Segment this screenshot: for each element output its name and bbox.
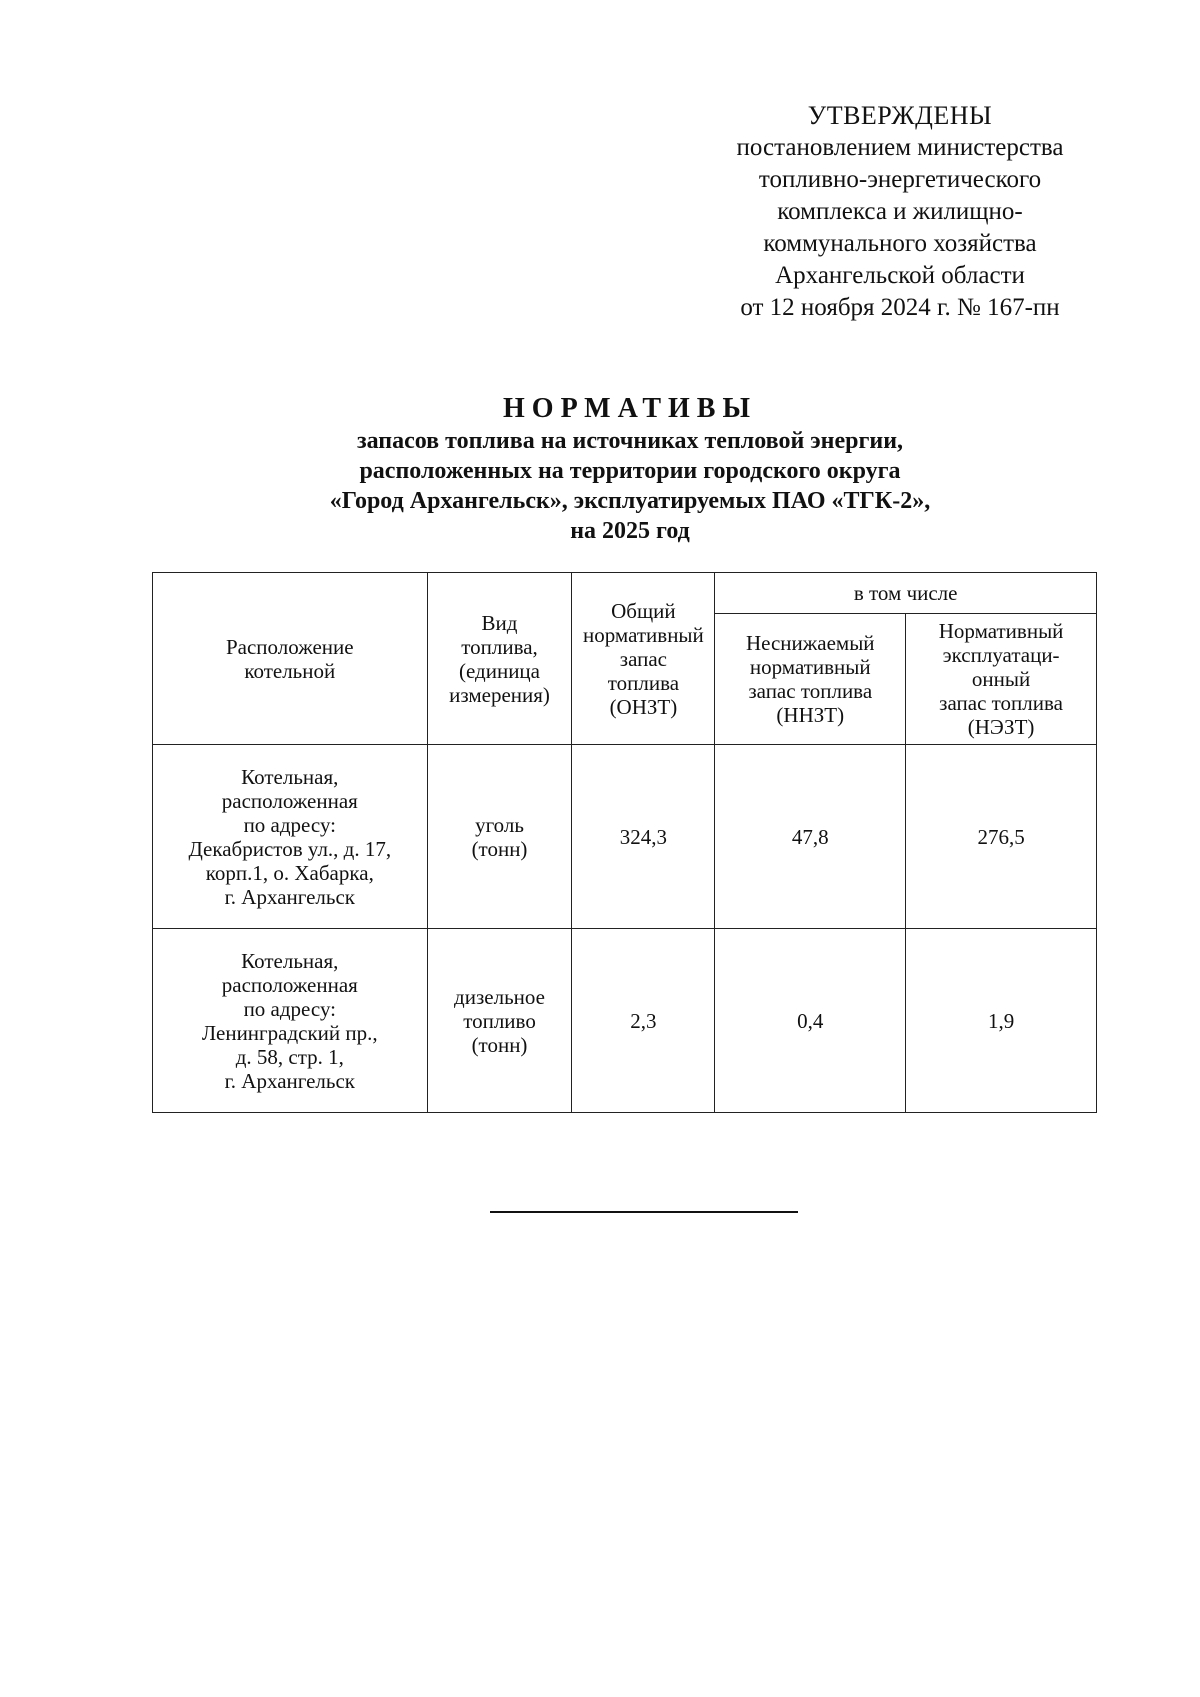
header-total-line: (ОНЗТ) bbox=[609, 694, 678, 719]
cell-nezt: 1,9 bbox=[906, 929, 1097, 1113]
location-line: по адресу: bbox=[243, 996, 337, 1021]
location-line: Котельная, bbox=[241, 764, 339, 789]
header-location-line: Расположение bbox=[225, 634, 354, 659]
cell-location bbox=[153, 745, 428, 929]
approval-line: комплекса и жилищно- bbox=[777, 198, 1023, 225]
document-title: НОРМАТИВЫ bbox=[503, 393, 757, 424]
closing-divider-line bbox=[490, 1211, 798, 1213]
header-group-including: в том числе bbox=[715, 573, 1097, 614]
cell-total-reserve: 2,3 bbox=[572, 929, 715, 1113]
header-total-line: топлива bbox=[607, 670, 680, 695]
approval-stamp bbox=[700, 100, 1100, 324]
header-fuel-line: (единица bbox=[459, 658, 540, 683]
header-nezt-line: Нормативный bbox=[938, 619, 1064, 643]
document-subtitle-line: «Город Архангельск», эксплуатируемых ПАО «ТГК-2», bbox=[329, 488, 931, 514]
header-total-reserve bbox=[572, 573, 715, 745]
fuel-line: (тонн) bbox=[471, 836, 528, 861]
location-line: корп.1, о. Хабарка, bbox=[205, 860, 374, 885]
document-subtitle-line: на 2025 год bbox=[570, 518, 690, 544]
cell-nnzt: 47,8 bbox=[715, 745, 906, 929]
location-line: д. 58, стр. 1, bbox=[235, 1044, 344, 1069]
header-nnzt-line: запас топлива bbox=[748, 679, 873, 703]
cell-nnzt: 0,4 bbox=[715, 929, 906, 1113]
approval-line: топливно-энергетического bbox=[758, 166, 1042, 193]
fuel-line: уголь bbox=[475, 812, 524, 837]
cell-fuel-type bbox=[427, 929, 572, 1113]
location-line: по адресу: bbox=[243, 812, 337, 837]
header-fuel-line: измерения) bbox=[449, 682, 550, 707]
cell-nezt: 276,5 bbox=[906, 745, 1097, 929]
location-line: расположенная bbox=[221, 788, 358, 813]
document-subtitle-line: запасов топлива на источниках тепловой энергии, bbox=[356, 428, 904, 454]
header-location bbox=[153, 573, 428, 745]
document-title-block bbox=[200, 392, 1060, 546]
cell-total-reserve: 324,3 bbox=[572, 745, 715, 929]
location-line: Ленинградский пр., bbox=[201, 1020, 378, 1045]
approval-heading: УТВЕРЖДЕНЫ bbox=[807, 101, 993, 130]
location-line: Котельная, bbox=[241, 948, 339, 973]
header-nezt-line: эксплуатаци- bbox=[942, 643, 1060, 667]
header-nezt-line: (НЭЗТ) bbox=[967, 715, 1035, 739]
header-nnzt bbox=[715, 614, 906, 745]
header-fuel-line: Вид bbox=[481, 610, 518, 635]
fuel-line: топливо bbox=[463, 1008, 536, 1033]
approval-line: от 12 ноября 2024 г. № 167-пн bbox=[740, 294, 1060, 321]
location-line: г. Архангельск bbox=[224, 884, 355, 909]
header-nezt bbox=[906, 614, 1097, 745]
header-nnzt-line: Неснижаемый bbox=[745, 631, 875, 655]
header-nezt-line: онный bbox=[971, 667, 1031, 691]
table-row bbox=[153, 745, 1097, 929]
table-row bbox=[153, 929, 1097, 1113]
cell-location bbox=[153, 929, 428, 1113]
location-line: расположенная bbox=[221, 972, 358, 997]
fuel-line: (тонн) bbox=[471, 1032, 528, 1057]
approval-line: постановлением министерства bbox=[736, 134, 1064, 161]
header-fuel-line: топлива, bbox=[461, 634, 538, 659]
header-fuel-type bbox=[427, 573, 572, 745]
header-total-line: Общий bbox=[611, 598, 676, 623]
header-nezt-line: запас топлива bbox=[939, 691, 1063, 715]
header-nnzt-line: (ННЗТ) bbox=[776, 703, 845, 727]
header-total-line: запас bbox=[619, 646, 668, 671]
fuel-norms-table bbox=[152, 572, 1097, 1113]
fuel-line: дизельное bbox=[454, 984, 545, 1009]
header-nnzt-line: нормативный bbox=[749, 655, 871, 679]
location-line: Декабристов ул., д. 17, bbox=[188, 836, 392, 861]
document-subtitle-line: расположенных на территории городского округа bbox=[359, 458, 901, 484]
cell-fuel-type bbox=[427, 745, 572, 929]
table-header-row bbox=[153, 573, 1097, 614]
header-total-line: нормативный bbox=[583, 622, 704, 647]
approval-line: коммунального хозяйства bbox=[763, 230, 1037, 257]
approval-line: Архангельской области bbox=[775, 262, 1025, 289]
header-location-line: котельной bbox=[244, 658, 336, 683]
location-line: г. Архангельск bbox=[224, 1068, 355, 1093]
